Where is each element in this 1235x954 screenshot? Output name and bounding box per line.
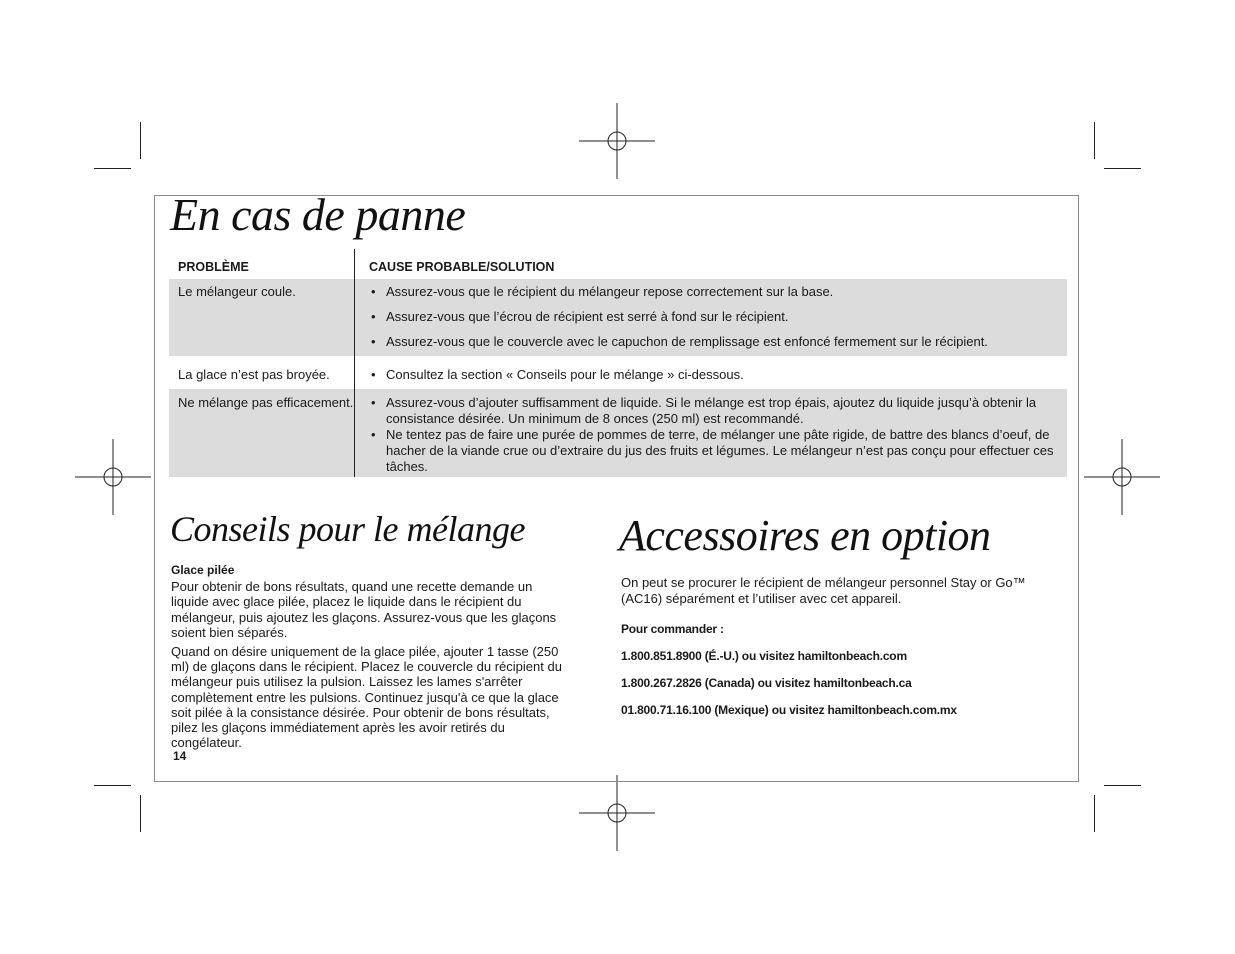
tips-paragraph: Pour obtenir de bons résultats, quand une recette demande un liquide avec glace pilée, placez le liquide dans le récipient du mélangeur, puis ajoutez les glaçons. Assurez-vous que les glaçons soient bien séparés.	[171, 579, 557, 640]
contact-us: 1.800.851.8900 (É.-U.) ou visitez hamiltonbeach.com	[621, 649, 907, 663]
troubleshooting-title: En cas de panne	[170, 189, 466, 240]
solution-item: • Consultez la section « Conseils pour le mélange » ci-dessous.	[369, 367, 1059, 383]
crop-mark-bottom-right-h	[1104, 785, 1141, 786]
solution-cell	[355, 356, 1067, 389]
table-row	[169, 389, 1067, 477]
solution-item: • Assurez-vous que le récipient du mélangeur repose correctement sur la base.	[369, 284, 1059, 300]
crop-mark-top-right-v	[1094, 122, 1095, 159]
crop-mark-bottom-right-v	[1094, 795, 1095, 832]
registration-mark-bottom	[579, 775, 655, 851]
table-row	[169, 279, 1067, 356]
accessories-intro: On peut se procurer le récipient de mélangeur personnel Stay or Go™ (AC16) séparément et l’utiliser avec cet appareil.	[621, 575, 1026, 606]
tips-section	[171, 563, 571, 754]
solution-cell	[355, 279, 1067, 356]
tips-subheading: Glace pilée	[171, 563, 235, 577]
crop-mark-bottom-left-v	[140, 795, 141, 832]
problem-cell: Ne mélange pas efficacement.	[169, 389, 355, 477]
registration-mark-right	[1084, 439, 1160, 515]
page-number: 14	[173, 749, 187, 763]
problem-cell: Le mélangeur coule.	[169, 279, 355, 356]
tips-paragraph: Quand on désire uniquement de la glace pilée, ajouter 1 tasse (250 ml) de glaçons dans le récipient. Placez le couvercle du récipient du mélangeur puis utilisez la pulsion. Laissez les lames s'arrêter complètement entre les pulsions. Continuez jusqu'à ce que la glace soit pilée à la consistance désirée. Pour obtenir de bons résultats, pilez les glaçons immédiatement après les avoir retirés du congélateur.	[171, 644, 562, 751]
registration-mark-top	[579, 103, 655, 179]
crop-mark-bottom-left-h	[94, 785, 131, 786]
header-problem: PROBLÈME	[169, 249, 355, 279]
tips-title: Conseils pour le mélange	[170, 509, 525, 549]
troubleshooting-table	[169, 249, 1067, 477]
order-label: Pour commander :	[621, 622, 724, 636]
contact-canada: 1.800.267.2826 (Canada) ou visitez hamiltonbeach.ca	[621, 676, 912, 690]
accessories-title: Accessoires en option	[619, 511, 991, 560]
solution-item: • Assurez-vous d’ajouter suffisamment de liquide. Si le mélange est trop épais, ajoutez du liquide jusqu’à obtenir la consistance désirée. Un minimum de 8 onces (250 ml) est recommandé.	[369, 395, 1059, 427]
header-solution: CAUSE PROBABLE/SOLUTION	[369, 260, 555, 274]
crop-mark-top-left-v	[140, 122, 141, 159]
solution-item: • Ne tentez pas de faire une purée de pommes de terre, de mélanger une pâte rigide, de battre des blancs d’oeuf, de hacher de la viande crue ou d’extraire du jus des fruits et légumes. Le mélangeur n’est pas conçu pour effectuer ces tâches.	[369, 427, 1059, 475]
table-row	[169, 356, 1067, 389]
accessories-section	[621, 575, 1061, 729]
table-header-row	[169, 249, 1067, 279]
solution-item: • Assurez-vous que l’écrou de récipient est serré à fond sur le récipient.	[369, 309, 1059, 325]
solution-cell	[355, 389, 1067, 477]
registration-mark-left	[75, 439, 151, 515]
contact-mexico: 01.800.71.16.100 (Mexique) ou visitez hamiltonbeach.com.mx	[621, 703, 957, 717]
solution-item: • Assurez-vous que le couvercle avec le capuchon de remplissage est enfoncé fermement sur le récipient.	[369, 334, 1059, 350]
problem-cell: La glace n’est pas broyée.	[169, 356, 355, 389]
crop-mark-top-right-h	[1104, 168, 1141, 169]
crop-mark-top-left-h	[94, 168, 131, 169]
